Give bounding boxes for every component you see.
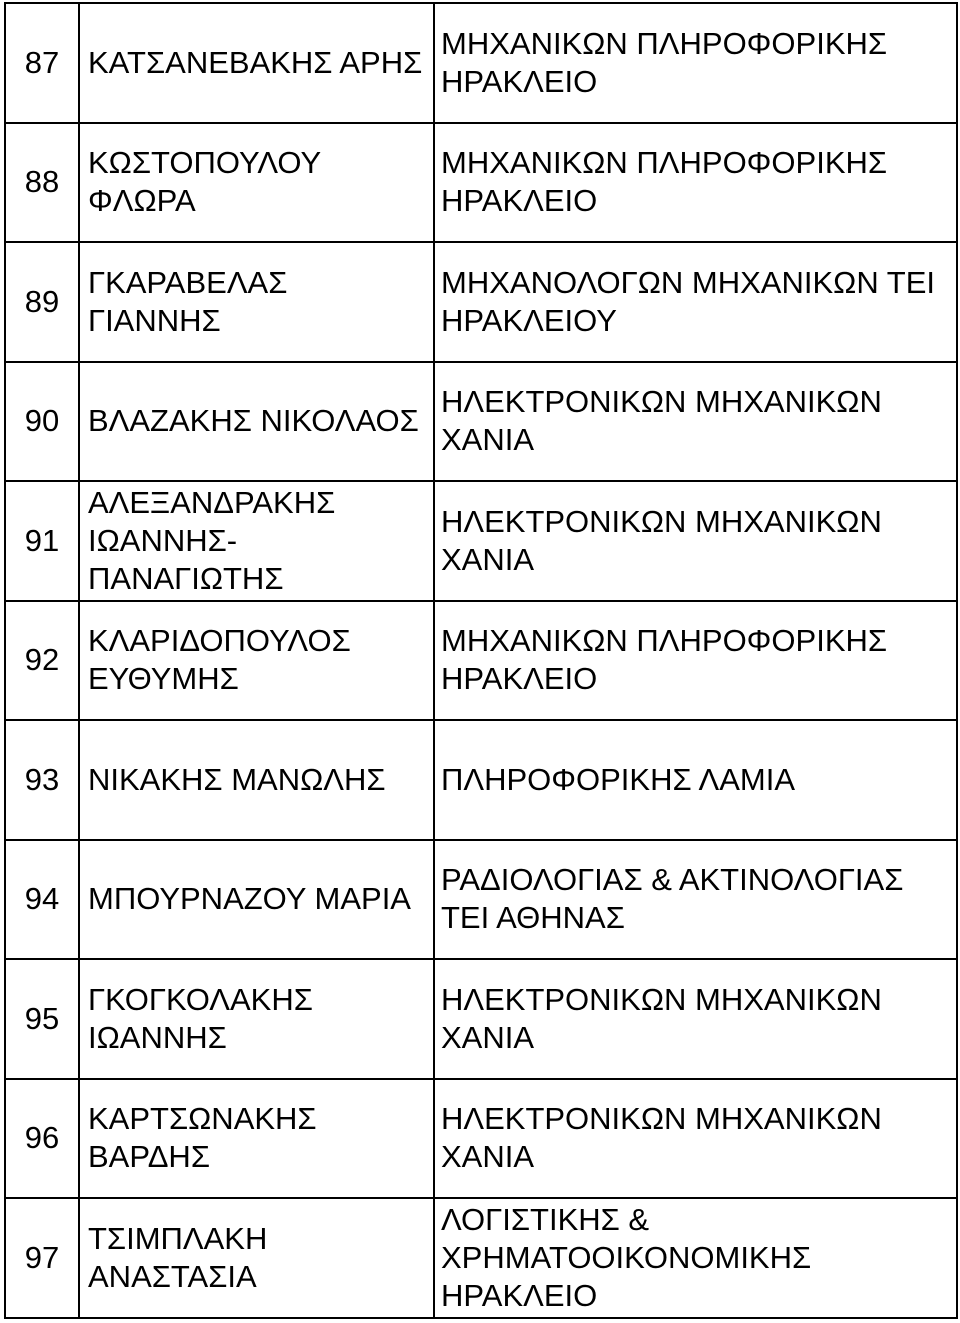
name-cell — [80, 602, 435, 722]
row-number: 87 — [24, 44, 60, 80]
department-cell — [435, 841, 958, 961]
department-line: ΗΡΑΚΛΕΙΟ — [441, 183, 598, 219]
name-line: ΙΩΑΝΝΗΣ — [88, 1019, 227, 1055]
name-cell — [80, 243, 435, 363]
row-number-cell — [6, 721, 80, 841]
row-number-cell — [6, 1199, 80, 1319]
row-number-cell — [6, 960, 80, 1080]
row-number-cell — [6, 841, 80, 961]
name-line: ΠΑΝΑΓΙΩΤΗΣ — [88, 560, 284, 596]
department-line: ΧΡΗΜΑΤΟΟΙΚΟΝΟΜΙΚΗΣ — [441, 1239, 812, 1275]
department-cell — [435, 1199, 958, 1319]
name-line: ΤΣΙΜΠΛΑΚΗ — [88, 1220, 268, 1256]
department-cell — [435, 4, 958, 124]
name-cell — [80, 124, 435, 244]
name-cell — [80, 482, 435, 602]
row-number: 95 — [24, 1000, 60, 1036]
name-line: ΚΑΡΤΣΩΝΑΚΗΣ — [88, 1101, 317, 1137]
name-line: ΕΥΘΥΜΗΣ — [88, 661, 239, 697]
row-number-cell — [6, 602, 80, 722]
department-line: ΗΡΑΚΛΕΙΟ — [441, 1277, 598, 1313]
name-cell — [80, 721, 435, 841]
department-line: ΗΡΑΚΛΕΙΟ — [441, 661, 598, 697]
department-cell — [435, 602, 958, 722]
department-cell — [435, 721, 958, 841]
department-cell — [435, 124, 958, 244]
department-line: ΜΗΧΑΝΙΚΩΝ ΠΛΗΡΟΦΟΡΙΚΗΣ — [441, 25, 888, 61]
name-cell — [80, 1080, 435, 1200]
name-line: ΒΑΡΔΗΣ — [88, 1139, 210, 1175]
row-number: 89 — [24, 283, 60, 319]
department-line: ΗΡΑΚΛΕΙΟ — [441, 63, 598, 99]
name-cell — [80, 960, 435, 1080]
department-cell — [435, 363, 958, 483]
name-line: ΜΠΟΥΡΝΑΖΟΥ ΜΑΡΙΑ — [88, 881, 411, 917]
name-line: ΒΛΑΖΑΚΗΣ ΝΙΚΟΛΑΟΣ — [88, 403, 419, 439]
results-table — [4, 2, 958, 1319]
name-line: ΓΙΑΝΝΗΣ — [88, 302, 221, 338]
name-line: ΑΝΑΣΤΑΣΙΑ — [88, 1258, 257, 1294]
department-line: ΗΛΕΚΤΡΟΝΙΚΩΝ ΜΗΧΑΝΙΚΩΝ — [441, 1101, 882, 1137]
name-line: ΓΚΑΡΑΒΕΛΑΣ — [88, 264, 288, 300]
name-cell — [80, 1199, 435, 1319]
department-line: ΜΗΧΑΝΙΚΩΝ ΠΛΗΡΟΦΟΡΙΚΗΣ — [441, 145, 888, 181]
row-number: 90 — [24, 403, 60, 439]
row-number: 94 — [24, 881, 60, 917]
department-line: ΠΛΗΡΟΦΟΡΙΚΗΣ ΛΑΜΙΑ — [441, 761, 796, 797]
name-line: ΚΛΑΡΙΔΟΠΟΥΛΟΣ — [88, 623, 351, 659]
name-line: ΚΑΤΣΑΝΕΒΑΚΗΣ ΑΡΗΣ — [88, 44, 423, 80]
department-line: ΜΗΧΑΝΟΛΟΓΩΝ ΜΗΧΑΝΙΚΩΝ ΤΕΙ — [441, 264, 936, 300]
department-line: ΛΟΓΙΣΤΙΚΗΣ & — [441, 1201, 650, 1237]
row-number-cell — [6, 124, 80, 244]
department-line: ΧΑΝΙΑ — [441, 422, 535, 458]
department-line: ΤΕΙ ΑΘΗΝΑΣ — [441, 900, 625, 936]
department-cell — [435, 960, 958, 1080]
department-cell — [435, 243, 958, 363]
row-number-cell — [6, 482, 80, 602]
name-line: ΝΙΚΑΚΗΣ ΜΑΝΩΛΗΣ — [88, 761, 386, 797]
department-line: ΗΡΑΚΛΕΙΟΥ — [441, 302, 617, 338]
row-number: 88 — [24, 164, 60, 200]
name-line: ΦΛΩΡΑ — [88, 183, 196, 219]
row-number-cell — [6, 4, 80, 124]
name-cell — [80, 4, 435, 124]
department-line: ΧΑΝΙΑ — [441, 541, 535, 577]
row-number: 97 — [24, 1239, 60, 1275]
name-line: ΑΛΕΞΑΝΔΡΑΚΗΣ — [88, 484, 336, 520]
name-cell — [80, 841, 435, 961]
department-line: ΗΛΕΚΤΡΟΝΙΚΩΝ ΜΗΧΑΝΙΚΩΝ — [441, 384, 882, 420]
department-line: ΗΛΕΚΤΡΟΝΙΚΩΝ ΜΗΧΑΝΙΚΩΝ — [441, 981, 882, 1017]
department-cell — [435, 1080, 958, 1200]
department-line: ΜΗΧΑΝΙΚΩΝ ΠΛΗΡΟΦΟΡΙΚΗΣ — [441, 623, 888, 659]
row-number-cell — [6, 363, 80, 483]
department-line: ΗΛΕΚΤΡΟΝΙΚΩΝ ΜΗΧΑΝΙΚΩΝ — [441, 503, 882, 539]
row-number: 92 — [24, 642, 60, 678]
name-line: ΙΩΑΝΝΗΣ- — [88, 522, 238, 558]
department-line: ΡΑΔΙΟΛΟΓΙΑΣ & ΑΚΤΙΝΟΛΟΓΙΑΣ — [441, 862, 904, 898]
name-line: ΚΩΣΤΟΠΟΥΛΟΥ — [88, 145, 322, 181]
row-number: 93 — [24, 761, 60, 797]
row-number: 91 — [24, 522, 60, 558]
row-number: 96 — [24, 1120, 60, 1156]
department-line: ΧΑΝΙΑ — [441, 1019, 535, 1055]
row-number-cell — [6, 243, 80, 363]
row-number-cell — [6, 1080, 80, 1200]
name-line: ΓΚΟΓΚΟΛΑΚΗΣ — [88, 981, 313, 1017]
department-cell — [435, 482, 958, 602]
name-cell — [80, 363, 435, 483]
department-line: ΧΑΝΙΑ — [441, 1139, 535, 1175]
